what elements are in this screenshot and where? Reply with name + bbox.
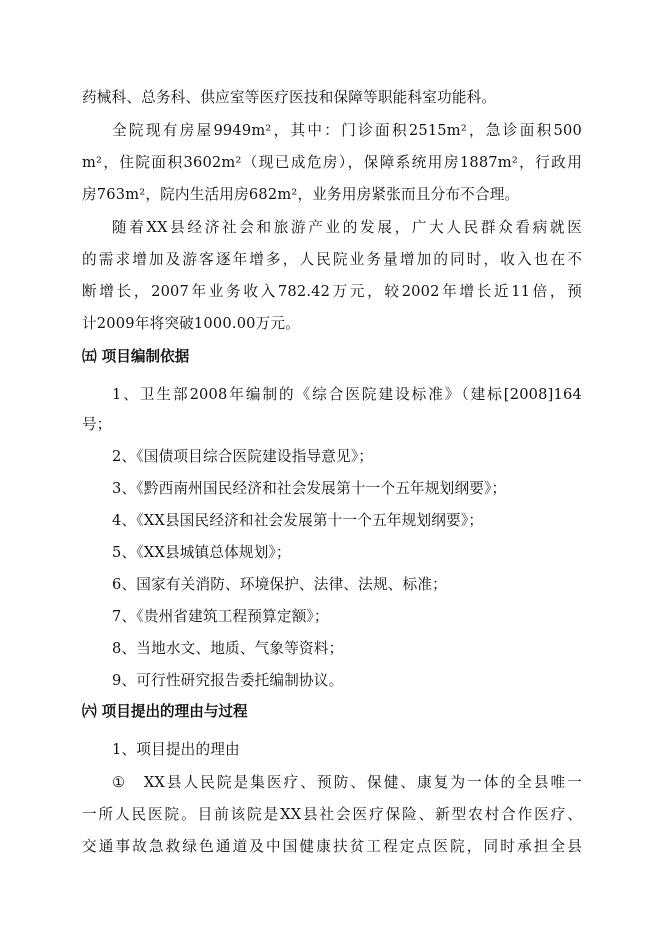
area-line-3: 房763m²，院内生活用房682m²，业务用房紧张而且分布不合理。 (82, 186, 520, 203)
basis-item-3: 3、《黔西南州国民经济和社会发展第十一个五年规划纲要》； (112, 480, 507, 497)
area-line-1: 全院现有房屋9949m²，其中：门诊面积2515m²，急诊面积500 (112, 122, 582, 139)
basis-item-5: 5、《XX县城镇总体规划》； (112, 544, 291, 561)
basis-item-6: 6、国家有关消防、环境保护、法律、法规、标准； (112, 576, 447, 593)
reason-line-3: 交通事故急救绿色通道及中国健康扶贫工程定点医院，同时承担全县 (82, 838, 582, 855)
basis-item-7: 7、《贵州省建筑工程预算定额》； (112, 608, 329, 625)
growth-line-2: 的需求增加及游客逐年增多，人民院业务量增加的同时，收入也在不 (82, 251, 582, 268)
basis-item-1-cont: 号； (82, 416, 112, 433)
basis-item-2: 2、《国债项目综合医院建设指导意见》； (112, 448, 374, 465)
growth-line-4: 计2009年将突破1000.00万元。 (82, 315, 301, 332)
growth-line-3: 断增长，2007年业务收入782.42万元，较2002年增长近11倍，预 (82, 283, 582, 300)
basis-item-8: 8、当地水文、地质、气象等资料； (112, 640, 344, 657)
section-5-heading: ㈤ 项目编制依据 (82, 348, 190, 365)
basis-item-4: 4、《XX县国民经济和社会发展第十一个五年规划纲要》； (112, 512, 484, 529)
area-line-2: m²，住院面积3602m²（现已成危房），保障系统用房1887m²，行政用 (82, 154, 582, 171)
section-6-heading: ㈥ 项目提出的理由与过程 (82, 703, 248, 720)
basis-item-9: 9、可行性研究报告委托编制协议。 (112, 672, 344, 689)
paragraph-dept-end: 药械科、总务科、供应室等医疗医技和保障等职能科室功能科。 (82, 89, 497, 106)
basis-item-1: 1、卫生部2008年编制的《综合医院建设标准》（建标[2008]164 (112, 386, 582, 403)
reason-line-1: ① XX县人民院是集医疗、预防、保健、康复为一体的全县唯一 (112, 774, 582, 791)
reason-subheading: 1、项目提出的理由 (112, 741, 240, 758)
growth-line-1: 随着XX县经济社会和旅游产业的发展，广大人民群众看病就医 (112, 219, 582, 236)
reason-line-2: 一所人民医院。目前该院是XX县社会医疗保险、新型农村合作医疗、 (82, 806, 582, 823)
